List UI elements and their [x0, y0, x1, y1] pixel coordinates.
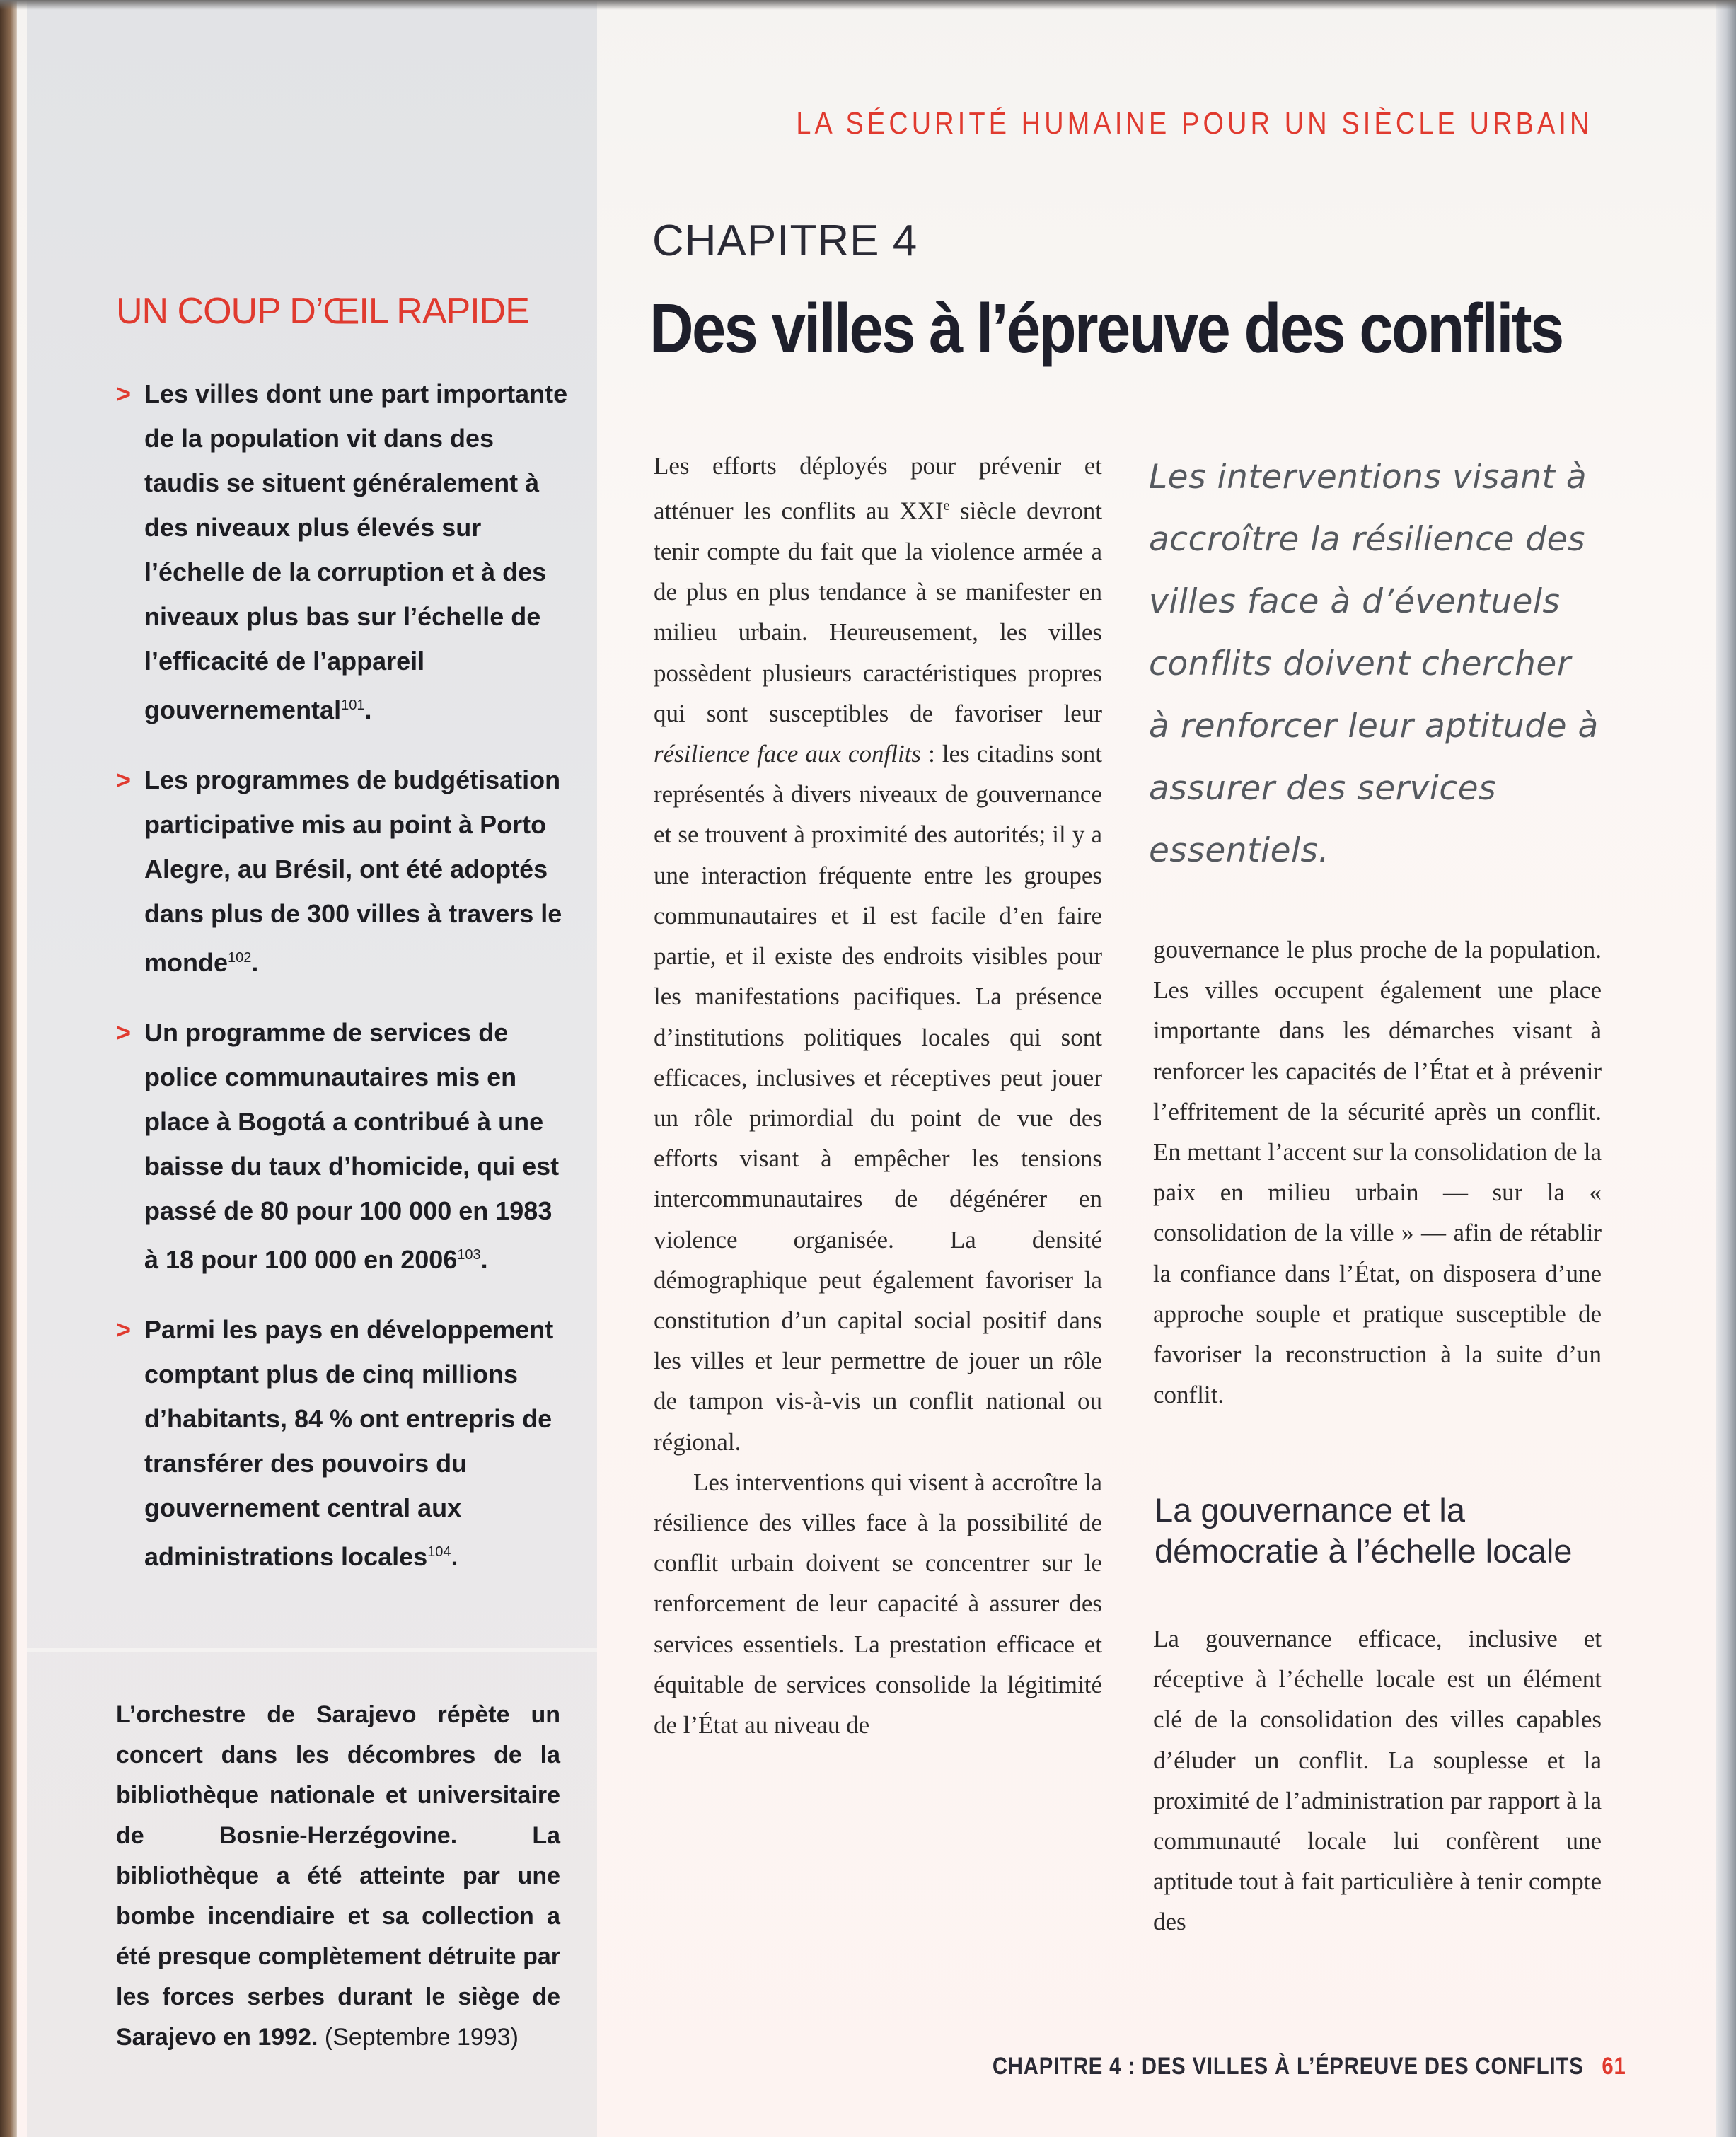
page-edge-top — [0, 0, 1736, 10]
sidebar-bullet-list — [116, 371, 569, 1604]
body-text: : les citadins sont représentés à divers niveaux de gouvernance et se trouvent à proximité des autorités; il y a une interaction fréquente entre les groupes communautaires et il est facile d’en faire partie, et il existe des endroits visibles pour les manifestations pacifiques. La présence d’institutions politiques locales qui sont efficaces, inclusives et réceptives peut jouer un rôle primordial du point de vue des efforts visant à empêcher les tensions intercommunautaires de dégénérer en violence organisée. La densité démographique peut également favoriser la constitution d’un capital social positif dans les villes et leur permettre de jouer un rôle de tampon vis-à-vis un conflit national ou régional. — [654, 740, 1103, 1456]
chevron-right-icon: > — [116, 765, 132, 794]
section-heading: La gouvernance et la démocratie à l’échelle locale — [1155, 1491, 1573, 1570]
body-column-right — [1153, 929, 1602, 1415]
bullet-text: Parmi les pays en développement comptant plus de cinq millions d’habitants, 84 % ont entrepris de transférer des pouvoirs du gouvernement central aux administrations locales — [144, 1315, 554, 1571]
bullet-text: Un programme de services de police communautaires mis en place à Bogotá a contribué à une baisse du taux d’homicide, qui est passé de 80 pour 100 000 en 1983 à 18 pour 100 000 en 2006 — [144, 1018, 560, 1274]
body-emphasis: résilience face aux conflits — [654, 740, 922, 768]
footer-label: CHAPITRE 4 : DES VILLES À L’ÉPREUVE DES CONFLITS — [993, 2053, 1584, 2080]
footnote-ref: 101 — [341, 697, 365, 713]
chevron-right-icon: > — [116, 1315, 132, 1344]
body-paragraph: Les interventions qui visent à accroître la résilience des villes face à la possibilité de conflit urbain doivent se concentrer sur le renforcement de leur capacité à assurer des services essentiels. La prestation efficace et équitable de services consolide la légitimité de l’État au niveau de — [654, 1468, 1102, 1739]
footnote-ref: 104 — [427, 1544, 451, 1560]
bullet-text: Les villes dont une part importante de la population vit dans des taudis se situent généralement à des niveaux plus élevés sur l’échelle de la corruption et à des niveaux plus bas sur l’échelle de l’efficacité de l’appareil gouvernemental — [144, 379, 568, 724]
bullet-text: Les programmes de budgétisation participative mis au point à Porto Alegre, au Brésil, ont été adoptés dans plus de 300 villes à travers le monde — [144, 765, 562, 977]
century-superscript: e — [943, 498, 950, 514]
body-column-right-lower — [1153, 1618, 1602, 1942]
body-paragraph — [654, 446, 1102, 1462]
sidebar-heading: UN COUP D’ŒIL RAPIDE — [116, 291, 529, 332]
body-column-left — [654, 446, 1102, 1745]
sidebar-bullet — [116, 758, 569, 985]
bullet-end: . — [364, 695, 372, 724]
bullet-end: . — [251, 948, 259, 977]
chapter-title: Des villes à l’épreuve des conflits — [649, 289, 1563, 367]
body-paragraph: La gouvernance efficace, inclusive et réceptive à l’échelle locale est un élément clé de la consolidation des villes capables d’éluder un conflit. La souplesse et la proximité de l’administration par rapport à la communauté locale lui confèrent une aptitude tout à fait particulière à tenir compte des — [1153, 1625, 1602, 1936]
page-edge-right — [1716, 0, 1736, 2137]
caption-date: (Septembre 1993) — [324, 2024, 519, 2051]
chapter-label: CHAPITRE 4 — [652, 216, 918, 265]
page-number: 61 — [1602, 2053, 1626, 2080]
running-header: LA SÉCURITÉ HUMAINE POUR UN SIÈCLE URBAIN — [796, 106, 1593, 141]
sidebar-bullet — [116, 371, 569, 732]
bullet-end: . — [480, 1245, 488, 1274]
page-edge-left — [0, 0, 17, 2137]
caption-text: L’orchestre de Sarajevo répète un concert dans les décombres de la bibliothèque nationale et universitaire de Bosnie-Herzégovine. La bibliothèque a été atteinte par une bombe incendiaire et sa collection a été presque complètement détruite par les forces serbes durant le siège de Sarajevo en 1992. — [116, 1701, 560, 2051]
sidebar-bullet — [116, 1010, 569, 1282]
body-text: siècle devront tenir compte du fait que la violence armée a de plus en plus tendance à se manifester en milieu urbain. Heureusement, les villes possèdent plusieurs caractéristiques propres qui sont susceptibles de favoriser leur — [654, 497, 1103, 727]
pull-quote: Les interventions visant à accroître la résilience des villes face à d’éventuels conflits doivent chercher à renforcer leur aptitude à assurer des services essentiels. — [1149, 458, 1599, 870]
body-text: Les efforts déployés pour prévenir et atténuer les conflits au XXI — [654, 452, 1102, 525]
page-footer — [993, 2053, 1626, 2080]
bullet-end: . — [451, 1542, 458, 1571]
footnote-ref: 103 — [457, 1247, 481, 1263]
chevron-right-icon: > — [116, 1018, 132, 1047]
footnote-ref: 102 — [228, 950, 252, 966]
sidebar-bullet — [116, 1307, 569, 1579]
chevron-right-icon: > — [116, 379, 132, 408]
body-paragraph: gouvernance le plus proche de la population. Les villes occupent également une place importante dans les démarches visant à renforcer les capacités de l’État et à prévenir l’effritement de la sécurité après un conflit. En mettant l’accent sur la consolidation de la paix en milieu urbain — sur la « consolidation de la ville » — afin de rétablir la confiance dans l’État, on disposera d’une approche souple et pratique susceptible de favoriser la reconstruction à la suite d’un conflit. — [1153, 936, 1602, 1409]
photo-caption — [116, 1695, 560, 2058]
